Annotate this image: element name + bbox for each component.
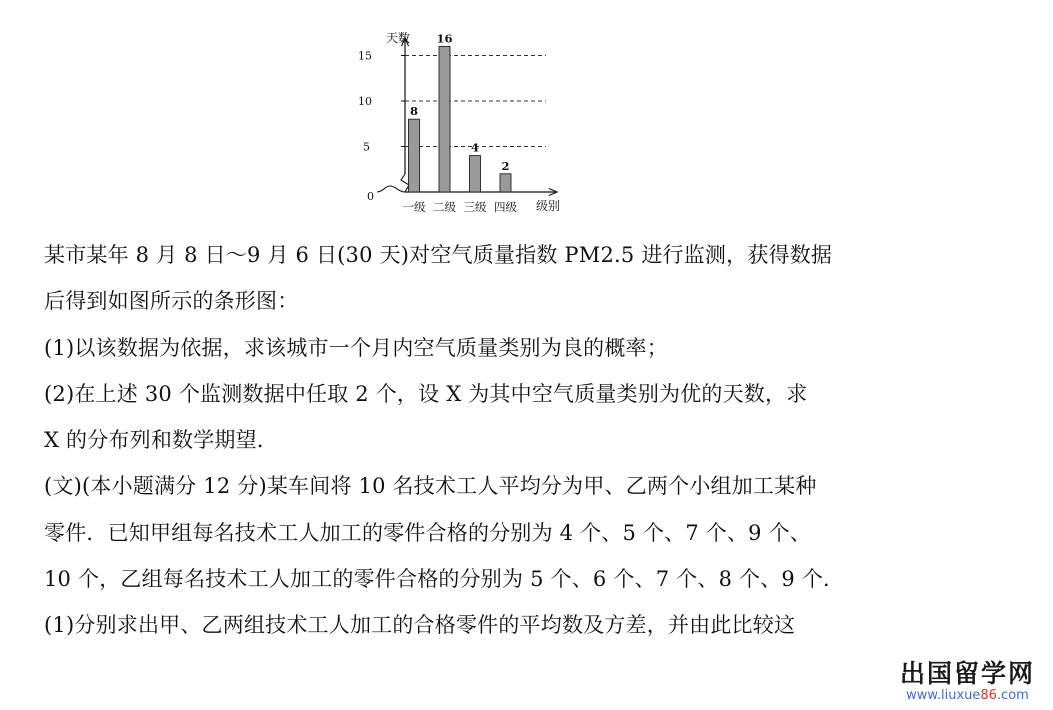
problem-text — [44, 232, 904, 649]
data-label-一级: 8 — [409, 104, 419, 119]
text-line-6: (文)(本小题满分 12 分)某车间将 10 名技术工人平均分为甲、乙两个小组加工某种 — [44, 474, 817, 499]
bar-四级 — [500, 174, 511, 192]
data-label-三级: 4 — [470, 140, 480, 155]
category-label-一级: 一级 — [402, 200, 426, 214]
y-axis-label: 天数 — [386, 31, 411, 45]
text-line-9: (1)分别求出甲、乙两组技术工人加工的合格零件的平均数及方差，并由此比较这 — [44, 613, 796, 638]
text-line-8: 10 个，乙组每名技术工人加工的零件合格的分别为 5 个、6 个、7 个、8 个、9 个． — [44, 567, 845, 592]
category-label-四级: 四级 — [494, 200, 517, 214]
data-label-四级: 2 — [501, 158, 510, 173]
y-tick-label-5: 5 — [363, 140, 370, 154]
bar-三级 — [470, 156, 481, 192]
bar-二级 — [439, 46, 450, 192]
axis-break — [401, 174, 409, 192]
y-tick-label-0: 0 — [367, 190, 374, 203]
category-label-三级: 三级 — [463, 200, 487, 214]
text-line-2: 后得到如图所示的条形图： — [44, 289, 299, 314]
x-axis-break — [377, 186, 405, 192]
y-tick-label-10: 10 — [358, 95, 372, 108]
bar-chart — [350, 24, 590, 220]
site-watermark — [900, 660, 1035, 704]
x-axis-label: 级别 — [536, 199, 561, 213]
category-label-二级: 二级 — [433, 200, 456, 214]
text-line-3: (1)以该数据为依据，求该城市一个月内空气质量类别为良的概率； — [44, 335, 668, 360]
text-line-7: 零件．已知甲组每名技术工人加工的零件合格的分别为 4 个、5 个、7 个、9 个、 — [44, 520, 812, 545]
watermark-url-suffix: .com — [996, 688, 1029, 703]
bar-chart-svg — [350, 24, 590, 220]
text-line-1: 某市某年 8 月 8 日～9 月 6 日(30 天)对空气质量指数 PM2.5 进行监测，获得数据 — [44, 243, 833, 267]
y-tick-label-15: 15 — [358, 49, 372, 63]
text-line-4: (2)在上述 30 个监测数据中任取 2 个，设 X 为其中空气质量类别为优的天数，求 — [44, 381, 808, 406]
watermark-url-prefix: www.liuxue — [906, 688, 981, 703]
data-label-二级: 16 — [436, 31, 453, 46]
watermark-title: 出国留学网 — [899, 659, 1035, 688]
watermark-url-number: 86 — [980, 688, 997, 703]
text-line-5: X 的分布列和数学期望． — [44, 428, 279, 453]
watermark-url — [900, 688, 1035, 704]
bar-一级 — [409, 119, 420, 192]
